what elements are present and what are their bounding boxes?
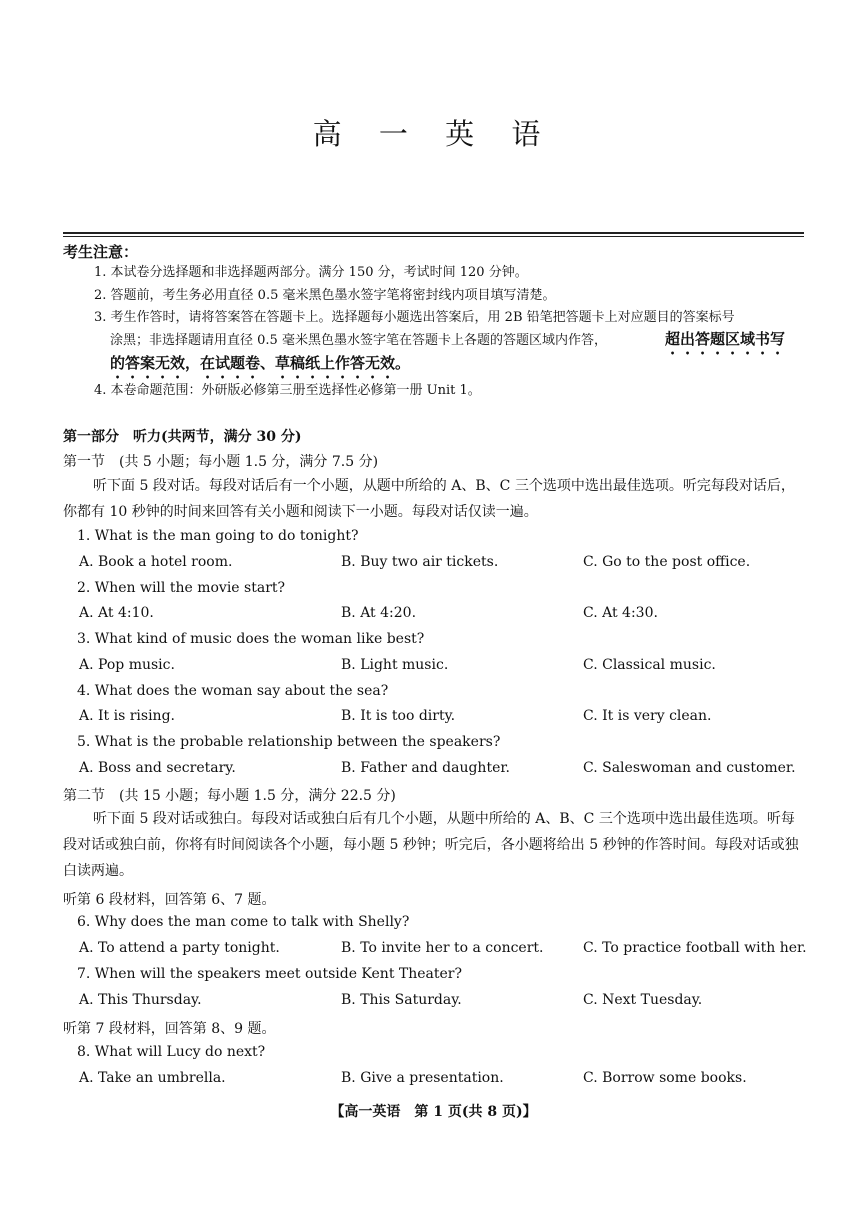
section1-instructions: 听下面 5 段对话。每段对话后有一个小题，从题中所给的 A、B、C 三个选项中选出最佳选项。听完每段对话后，你都有 10 秒钟的时间来回答有关小题和阅读下一小题。每段对话仅读一遍。 — [63, 478, 795, 520]
notice-item-3: 3. 考生作答时，请将答案答在答题卡上。选择题每小题选出答案后，用 2B 铅笔把答题卡上对应题目的答案标号 — [94, 310, 735, 325]
section2-instructions: 听下面 5 段对话或独白。每段对话或独白后有几个小题，从题中所给的 A、B、C 三个选项中选出最佳选项。听每段对话或独白前，你将有时间阅读各个小题，每小题 5 秒钟；听完后，各小题将给出 5 秒钟的作答时间。每段对话或独白读两遍。 — [63, 811, 799, 879]
q8-option-a: A. Take an umbrella. — [79, 1070, 226, 1086]
notice-item-3-emphasis: 超出答题区域书写 — [665, 330, 786, 348]
q6-option-b: B. To invite her to a concert. — [341, 940, 544, 956]
header-divider — [63, 232, 804, 234]
q1-option-a: A. Book a hotel room. — [79, 554, 233, 570]
part1-heading: 第一部分 听力(共两节，满分 30 分) — [63, 429, 302, 445]
question-5: 5. What is the probable relationship between the speakers? — [77, 734, 501, 750]
q1-option-c: C. Go to the post office. — [583, 554, 751, 570]
question-3: 3. What kind of music does the woman like best? — [77, 631, 425, 647]
question-6: 6. Why does the man come to talk with Shelly? — [77, 914, 410, 930]
q6-option-c: C. To practice football with her. — [583, 940, 807, 956]
notice-item-3-cont: 涂黑；非选择题请用直径 0.5 毫米黑色墨水签字笔在答题卡上各题的答题区域内作答， — [110, 333, 607, 348]
q8-option-b: B. Give a presentation. — [341, 1070, 504, 1086]
q7-option-a: A. This Thursday. — [79, 992, 202, 1008]
section2-heading: 第二节 (共 15 小题；每小题 1.5 分，满分 22.5 分) — [63, 788, 396, 804]
material-6-label: 听第 6 段材料，回答第 6、7 题。 — [63, 892, 276, 908]
q4-option-b: B. It is too dirty. — [341, 708, 456, 724]
q5-option-a: A. Boss and secretary. — [79, 760, 236, 776]
question-2: 2. When will the movie start? — [77, 580, 286, 596]
question-8: 8. What will Lucy do next? — [77, 1044, 266, 1060]
q3-option-c: C. Classical music. — [583, 657, 716, 673]
q7-option-b: B. This Saturday. — [341, 992, 462, 1008]
q6-option-a: A. To attend a party tonight. — [79, 940, 280, 956]
q4-option-c: C. It is very clean. — [583, 708, 712, 724]
notice-item-2: 2. 答题前，考生务必用直径 0.5 毫米黑色墨水签字笔将密封线内项目填写清楚。 — [94, 288, 556, 303]
q5-option-c: C. Saleswoman and customer. — [583, 760, 796, 776]
notice-item-4: 4. 本卷命题范围：外研版必修第三册至选择性必修第一册 Unit 1。 — [94, 383, 481, 398]
question-4: 4. What does the woman say about the sea? — [77, 683, 389, 699]
notice-item-3-emphasis-cont: 的答案无效，在试题卷、草稿纸上作答无效。 — [110, 354, 411, 372]
q2-option-a: A. At 4:10. — [79, 605, 154, 621]
q2-option-c: C. At 4:30. — [583, 605, 658, 621]
notice-heading: 考生注意： — [63, 243, 139, 261]
q2-option-b: B. At 4:20. — [341, 605, 417, 621]
notice-item-1: 1. 本试卷分选择题和非选择题两部分。满分 150 分，考试时间 120 分钟。 — [94, 265, 528, 280]
q8-option-c: C. Borrow some books. — [583, 1070, 747, 1086]
question-1: 1. What is the man going to do tonight? — [77, 528, 359, 544]
material-7-label: 听第 7 段材料，回答第 8、9 题。 — [63, 1021, 276, 1037]
q3-option-a: A. Pop music. — [79, 657, 175, 673]
question-7: 7. When will the speakers meet outside Kent Theater? — [77, 966, 462, 982]
header-divider-thin — [63, 236, 804, 237]
q3-option-b: B. Light music. — [341, 657, 449, 673]
section1-heading: 第一节 (共 5 小题；每小题 1.5 分，满分 7.5 分) — [63, 454, 379, 470]
exam-title: 高 一 英 语 — [312, 117, 555, 151]
q4-option-a: A. It is rising. — [79, 708, 175, 724]
page-footer: 【高一英语 第 1 页(共 8 页)】 — [330, 1104, 537, 1120]
q5-option-b: B. Father and daughter. — [341, 760, 510, 776]
q1-option-b: B. Buy two air tickets. — [341, 554, 499, 570]
q7-option-c: C. Next Tuesday. — [583, 992, 703, 1008]
